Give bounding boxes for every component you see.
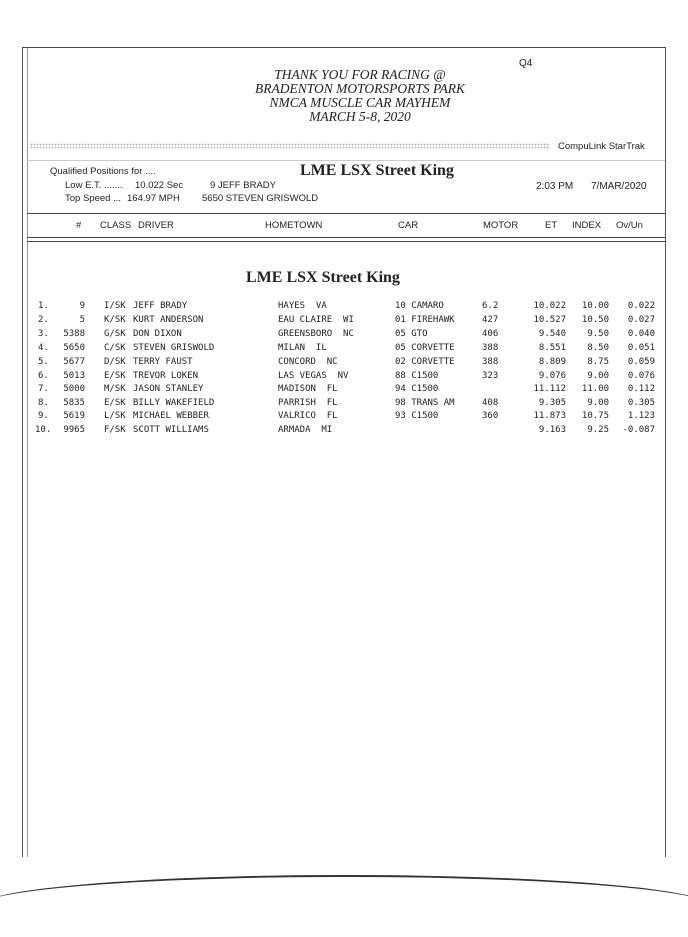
header-divider: [27, 213, 665, 214]
cell-num: 5388: [63, 329, 85, 339]
cell-car: 98 TRANS AM: [395, 398, 455, 408]
col-ovun: Ov/Un: [616, 220, 643, 231]
low-et-label: Low E.T. .......: [65, 180, 123, 191]
cell-et: 10.022: [533, 301, 566, 311]
system-label: CompuLink StarTrak: [558, 141, 645, 152]
cell-num: 5: [79, 315, 85, 325]
table-row: [0, 384, 688, 398]
cell-motor: 406: [482, 329, 499, 339]
cell-class: G/SK: [104, 329, 126, 339]
top-speed-holder: 5650 STEVEN GRISWOLD: [202, 193, 319, 204]
cell-car: 94 C1500: [395, 384, 439, 394]
col-hometown: HOMETOWN: [265, 220, 323, 231]
top-speed-label: Top Speed ...: [65, 193, 121, 204]
cell-motor: 323: [482, 371, 499, 381]
cell-driver: MICHAEL WEBBER: [133, 411, 209, 421]
cell-et: 9.305: [538, 398, 566, 408]
banner-line-1: THANK YOU FOR RACING @: [274, 67, 446, 82]
cell-index: 10.50: [581, 315, 609, 325]
cell-pos: 9.: [38, 411, 49, 421]
cell-hometown: MADISON FL: [278, 384, 338, 394]
cell-class: F/SK: [104, 425, 126, 435]
cell-pos: 3.: [38, 329, 49, 339]
cell-ovun: 1.123: [627, 411, 655, 421]
cell-index: 9.00: [587, 398, 609, 408]
cell-ovun: 0.305: [627, 398, 655, 408]
cell-motor: 6.2: [482, 301, 499, 311]
event-title: LME LSX Street King: [300, 162, 454, 179]
cell-motor: 408: [482, 398, 499, 408]
col-et: ET: [545, 220, 558, 231]
cell-class: I/SK: [104, 301, 126, 311]
cell-car: 10 CAMARO: [395, 301, 444, 311]
cell-et: 8.809: [538, 357, 566, 367]
cell-driver: JEFF BRADY: [133, 301, 188, 311]
cell-hometown: PARRISH FL: [278, 398, 338, 408]
cell-pos: 4.: [38, 343, 49, 353]
table-row: [0, 411, 688, 425]
cell-class: E/SK: [104, 371, 126, 381]
table-row: [0, 398, 688, 412]
cell-et: 9.540: [538, 329, 566, 339]
cell-ovun: 0.027: [627, 315, 655, 325]
qualified-label: Qualified Positions for ....: [50, 166, 156, 177]
table-row: [0, 425, 688, 439]
cell-class: D/SK: [104, 357, 126, 367]
cell-class: L/SK: [104, 411, 126, 421]
cell-et: 8.551: [538, 343, 566, 353]
left-border-inner: [27, 47, 28, 857]
event-date: 7/MAR/2020: [591, 181, 647, 192]
low-et-holder: 9 JEFF BRADY: [210, 180, 276, 191]
col-index: INDEX: [572, 220, 602, 231]
low-et-value: 10.022 Sec: [135, 180, 184, 191]
cell-et: 11.873: [533, 411, 566, 421]
cell-num: 9965: [63, 425, 85, 435]
cell-driver: KURT ANDERSON: [133, 315, 204, 325]
cell-index: 8.50: [587, 343, 609, 353]
event-time: 2:03 PM: [536, 181, 574, 192]
cell-index: 9.50: [587, 329, 609, 339]
cell-motor: 360: [482, 411, 499, 421]
cell-ovun: 0.022: [627, 301, 655, 311]
section-title: LME LSX Street King: [246, 269, 400, 286]
cell-pos: 2.: [38, 315, 49, 325]
col-car: CAR: [398, 220, 419, 231]
table-row: [0, 315, 688, 329]
cell-driver: STEVEN GRISWOLD: [133, 343, 215, 353]
cell-pos: 1.: [38, 301, 49, 311]
banner-line-2: BRADENTON MOTORSPORTS PARK: [254, 81, 465, 96]
cell-index: 8.75: [587, 357, 609, 367]
top-border: [22, 47, 666, 48]
columns-divider-2: [27, 241, 665, 242]
table-row: [0, 343, 688, 357]
cell-car: 88 C1500: [395, 371, 439, 381]
col-class: CLASS: [100, 220, 132, 231]
cell-ovun: 0.076: [627, 371, 655, 381]
cell-motor: 388: [482, 357, 499, 367]
cell-driver: SCOTT WILLIAMS: [133, 425, 209, 435]
col-driver: DRIVER: [138, 220, 174, 231]
banner-line-4: MARCH 5-8, 2020: [309, 109, 411, 124]
banner-line-3: NMCA MUSCLE CAR MAYHEM: [269, 95, 451, 110]
col-motor: MOTOR: [483, 220, 519, 231]
left-border: [22, 47, 23, 857]
cell-index: 9.25: [587, 425, 609, 435]
cell-ovun: -0.087: [622, 425, 655, 435]
right-border: [665, 47, 666, 857]
cell-car: 05 GTO: [395, 329, 428, 339]
cell-pos: 10.: [35, 425, 52, 435]
cell-num: 5000: [63, 384, 85, 394]
cell-class: E/SK: [104, 398, 126, 408]
cell-hometown: ARMADA MI: [278, 425, 333, 435]
cell-class: M/SK: [104, 384, 126, 394]
cell-et: 11.112: [533, 384, 566, 394]
cell-driver: BILLY WAKEFIELD: [133, 398, 215, 408]
table-row: [0, 301, 688, 315]
cell-class: K/SK: [104, 315, 126, 325]
cell-hometown: MILAN IL: [278, 343, 327, 353]
cell-driver: TREVOR LOKEN: [133, 371, 199, 381]
cell-index: 10.75: [581, 411, 609, 421]
cell-num: 5677: [63, 357, 85, 367]
header-top-divider: [27, 160, 665, 161]
cell-driver: TERRY FAUST: [133, 357, 193, 367]
dotted-separator: [30, 143, 550, 149]
cell-ovun: 0.059: [627, 357, 655, 367]
cell-motor: 388: [482, 343, 499, 353]
cell-num: 5619: [63, 411, 85, 421]
cell-et: 9.076: [538, 371, 566, 381]
table-row: [0, 371, 688, 385]
cell-ovun: 0.040: [627, 329, 655, 339]
cell-hometown: EAU CLAIRE WI: [278, 315, 354, 325]
cell-hometown: LAS VEGAS NV: [278, 371, 349, 381]
cell-motor: 427: [482, 315, 499, 325]
cell-pos: 5.: [38, 357, 49, 367]
table-row: [0, 357, 688, 371]
cell-et: 9.163: [538, 425, 566, 435]
cell-car: 02 CORVETTE: [395, 357, 455, 367]
cell-num: 5650: [63, 343, 85, 353]
columns-divider-1: [27, 237, 665, 238]
cell-pos: 8.: [38, 398, 49, 408]
event-banner: [220, 68, 500, 124]
cell-driver: DON DIXON: [133, 329, 182, 339]
cell-pos: 6.: [38, 371, 49, 381]
cell-driver: JASON STANLEY: [133, 384, 204, 394]
cell-num: 5835: [63, 398, 85, 408]
cell-num: 9: [79, 301, 85, 311]
cell-hometown: VALRICO FL: [278, 411, 338, 421]
cell-car: 93 C1500: [395, 411, 439, 421]
cell-class: C/SK: [104, 343, 126, 353]
cell-index: 10.00: [581, 301, 609, 311]
cell-ovun: 0.051: [627, 343, 655, 353]
cell-car: 01 FIREHAWK: [395, 315, 455, 325]
top-speed-value: 164.97 MPH: [127, 193, 180, 204]
table-row: [0, 329, 688, 343]
cell-hometown: HAYES VA: [278, 301, 327, 311]
cell-index: 11.00: [581, 384, 609, 394]
cell-ovun: 0.112: [627, 384, 655, 394]
cell-hometown: GREENSBORO NC: [278, 329, 354, 339]
cell-num: 5013: [63, 371, 85, 381]
cell-car: 05 CORVETTE: [395, 343, 455, 353]
cell-index: 9.00: [587, 371, 609, 381]
page-code: Q4: [519, 58, 533, 69]
cell-et: 10.527: [533, 315, 566, 325]
cell-hometown: CONCORD NC: [278, 357, 338, 367]
cell-pos: 7.: [38, 384, 49, 394]
page-curl-edge: [0, 875, 688, 937]
col-num: #: [76, 220, 82, 231]
